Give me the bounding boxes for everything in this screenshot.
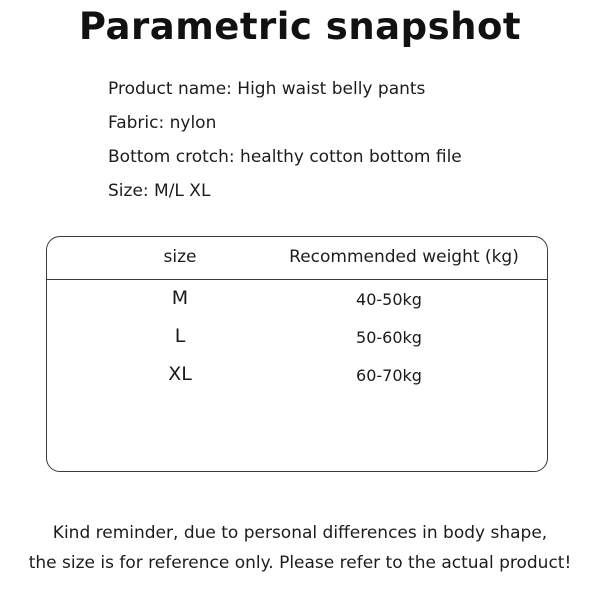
reminder-line-1: Kind reminder, due to personal differences in body shape, [52, 523, 548, 543]
table-body [47, 279, 547, 395]
column-header-weight: Recommended weight (kg) [289, 247, 519, 267]
cell-weight: 60-70kg [356, 366, 422, 385]
spec-product-name: Product name: High waist belly pants [108, 79, 426, 99]
cell-weight: 50-60kg [356, 328, 422, 347]
spec-bottom-crotch: Bottom crotch: healthy cotton bottom file [108, 147, 462, 167]
product-specs-list [108, 72, 462, 208]
size-chart-table [46, 236, 548, 472]
spec-fabric: Fabric: nylon [108, 113, 217, 133]
cell-weight: 40-50kg [356, 290, 422, 309]
column-header-size: size [163, 247, 197, 267]
reminder-line-2: the size is for reference only. Please refer to the actual product! [28, 553, 572, 573]
cell-size: L [174, 325, 186, 347]
cell-size: M [171, 287, 189, 309]
table-row [47, 319, 547, 357]
spec-size: Size: M/L XL [108, 181, 211, 201]
page-title: Parametric snapshot [78, 5, 522, 48]
table-row [47, 281, 547, 319]
reminder-note [0, 518, 600, 578]
table-header [47, 237, 547, 280]
cell-size: XL [168, 363, 192, 385]
table-row [47, 357, 547, 395]
